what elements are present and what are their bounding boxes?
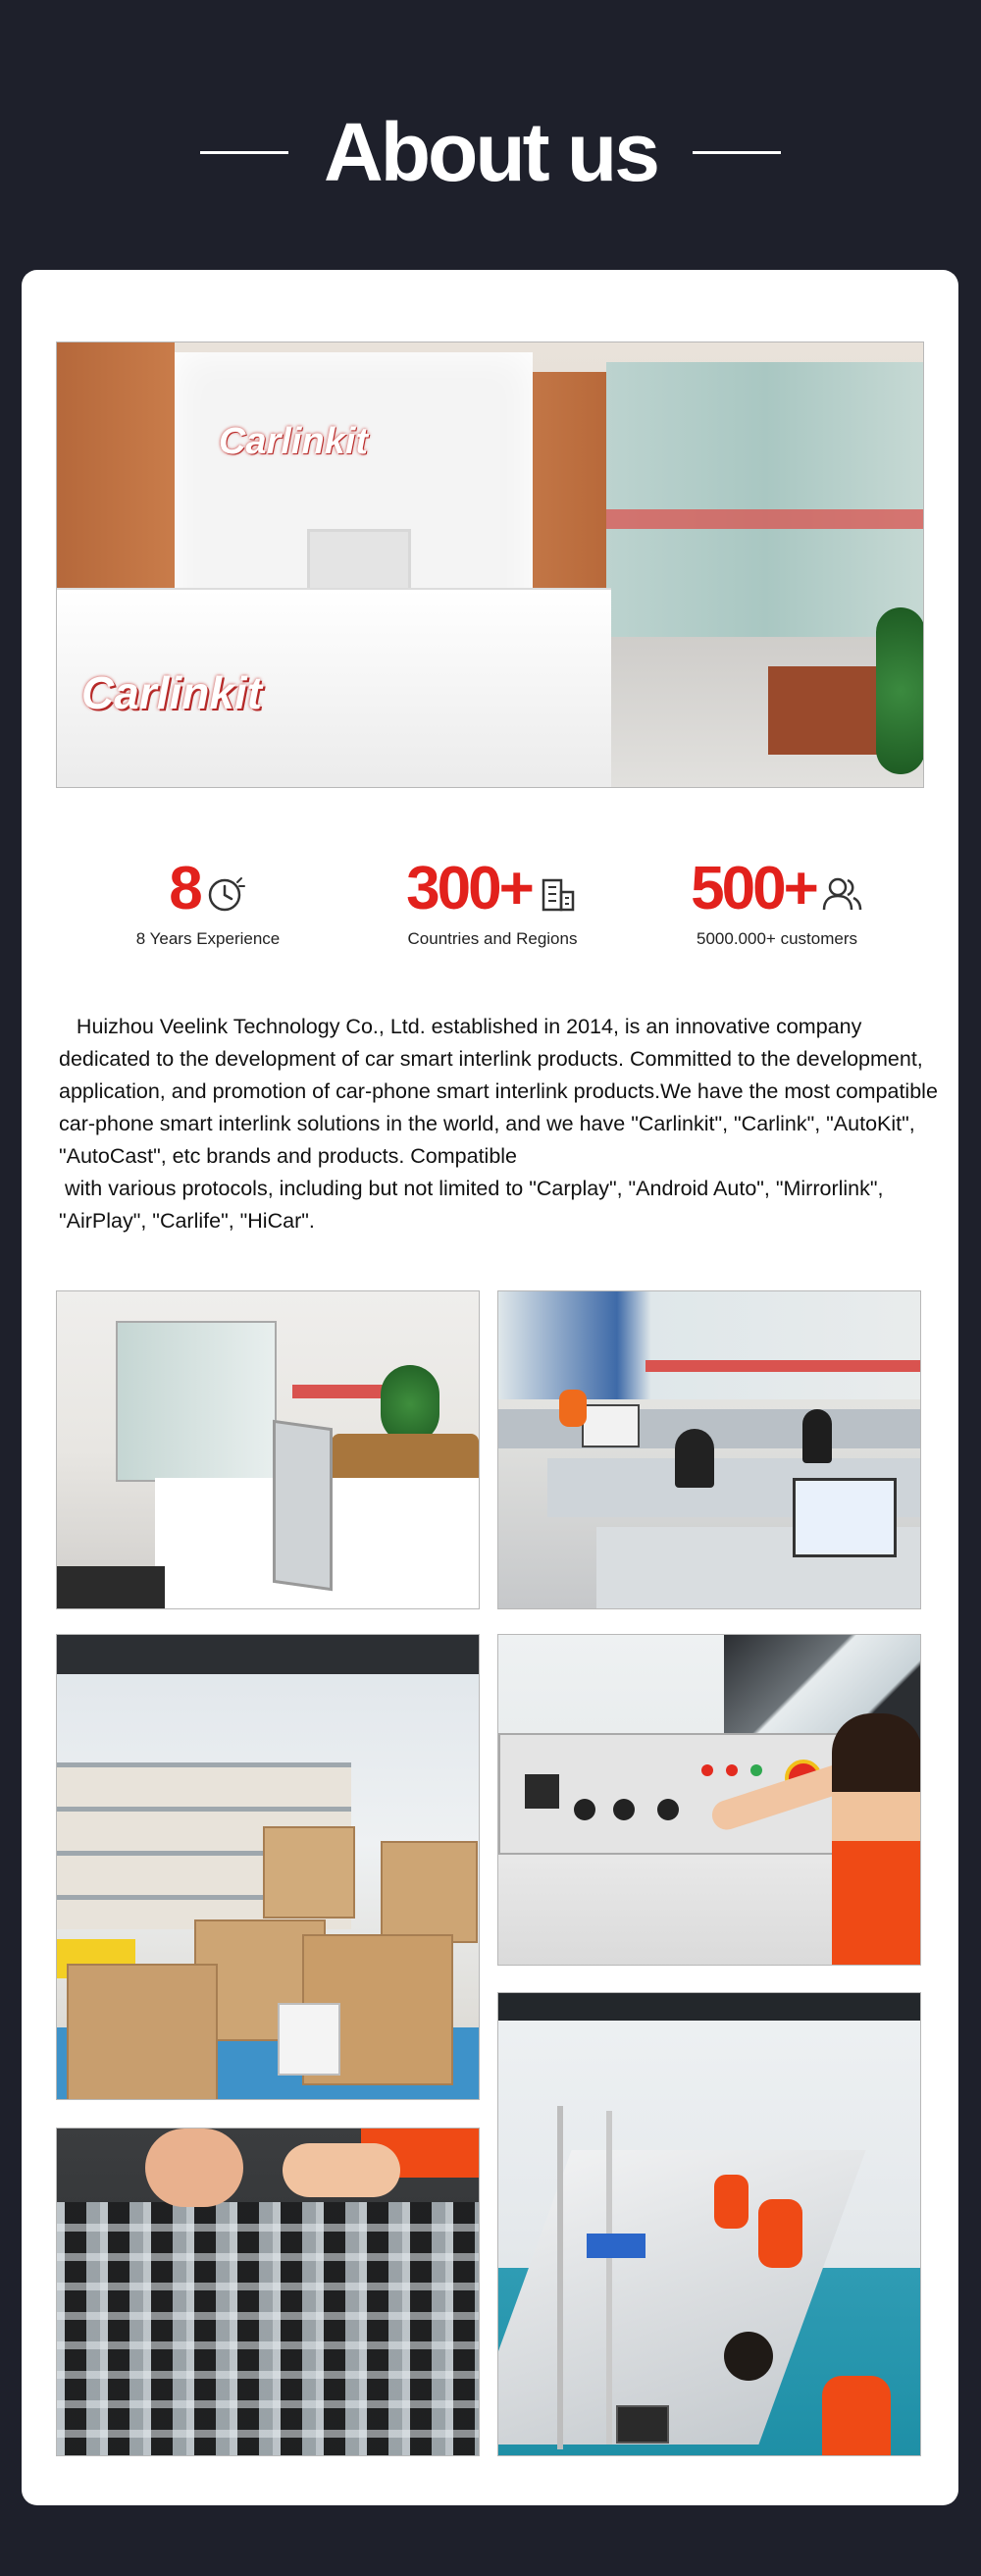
company-intro-text: Huizhou Veelink Technology Co., Ltd. established in 2014, is an innovative company dedicated to the development of car smart interlink products. Committed to the development, application, and promotion of car-phone smart interlink products.We have the most compatible car-phone smart interlink solutions in the world, and we have "Carlinkit", "Carlink", "AutoKit", "AutoCast", etc brands and products. Compatible with various protocols, including but not limited to "Carplay", "Android Auto", "Mirrorlink", "AirPlay", "Carlife", "HiCar". bbox=[59, 1015, 938, 1233]
reception-office-photo bbox=[56, 342, 924, 788]
stat-years bbox=[115, 849, 301, 949]
about-card bbox=[22, 270, 958, 2505]
warehouse-photo bbox=[56, 1634, 480, 2100]
stat-countries bbox=[389, 849, 595, 949]
staff-office-photo bbox=[497, 1290, 921, 1609]
brand-logo-desk: Carlinkit bbox=[81, 667, 263, 718]
stat-number: 300+ bbox=[406, 855, 532, 922]
stat-label: 8 Years Experience bbox=[135, 929, 281, 948]
machine-operation-photo bbox=[497, 1634, 921, 1966]
header-rule-left bbox=[200, 151, 288, 154]
component-tray-photo bbox=[56, 2128, 480, 2456]
production-line-photo bbox=[497, 1992, 921, 2456]
section-header bbox=[0, 93, 981, 211]
office-lobby-photo bbox=[56, 1290, 480, 1609]
stat-label: 5000.000+ customers bbox=[697, 929, 857, 948]
stat-label: Countries and Regions bbox=[407, 929, 578, 948]
page-title: About us bbox=[324, 106, 657, 198]
brand-logo-wall: Carlinkit bbox=[219, 421, 369, 462]
stat-customers bbox=[669, 849, 885, 949]
users-icon bbox=[820, 872, 863, 916]
clock-icon bbox=[204, 872, 247, 916]
stat-number: 8 bbox=[169, 855, 200, 922]
building-icon bbox=[536, 872, 579, 916]
stats-row bbox=[22, 849, 958, 957]
header-rule-right bbox=[693, 151, 781, 154]
stat-number: 500+ bbox=[691, 855, 816, 922]
